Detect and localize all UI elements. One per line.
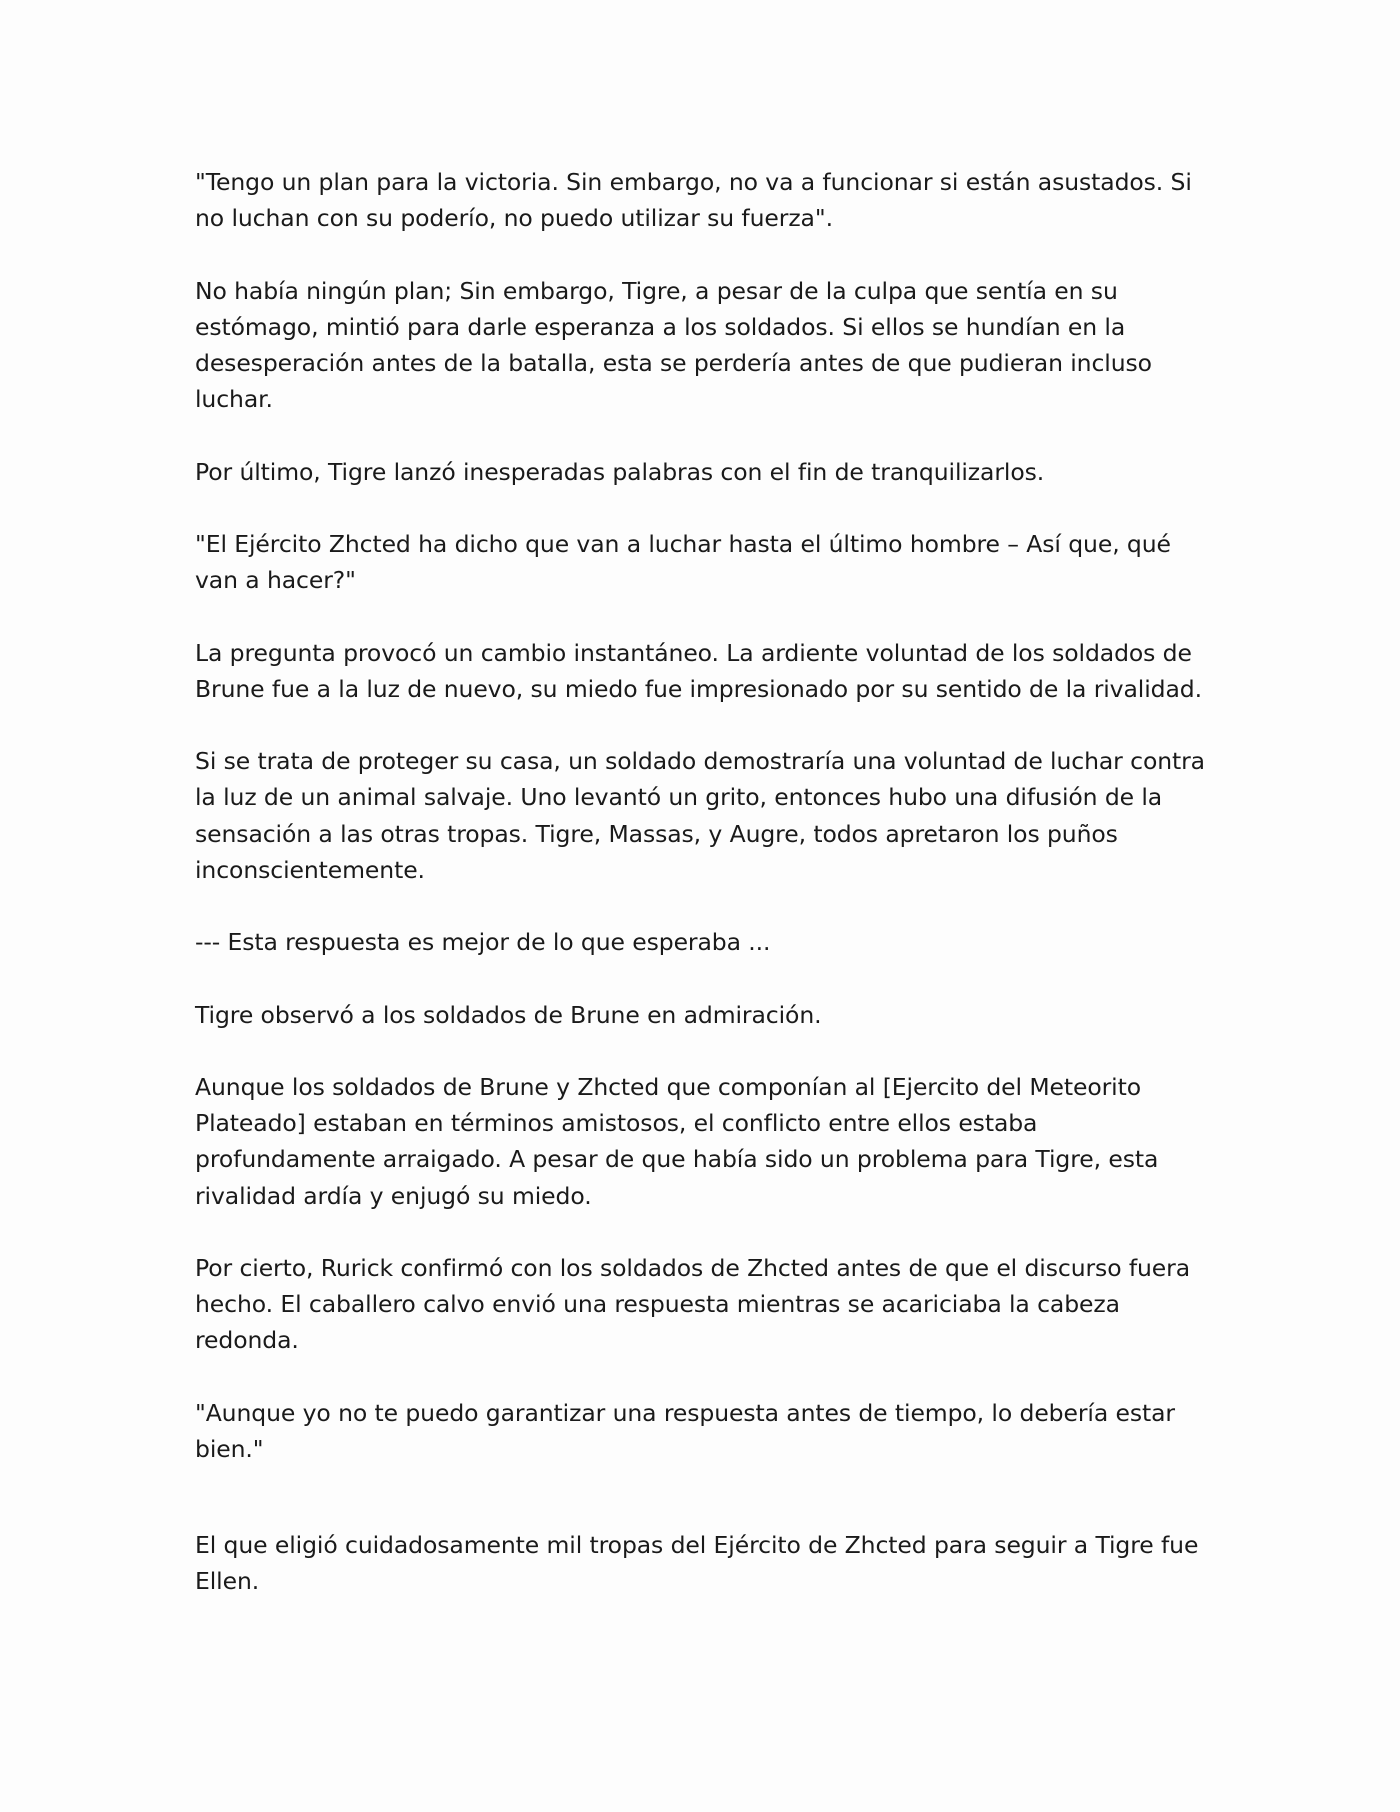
paragraph: La pregunta provocó un cambio instantáneo. La ardiente voluntad de los soldados de Brune fue a la luz de nuevo, su miedo fue impresionado por su sentido de la rivalidad.: [195, 638, 1202, 703]
paragraph: Por último, Tigre lanzó inesperadas palabras con el fin de tranquilizarlos.: [195, 457, 1045, 486]
document-body: [195, 164, 1220, 1636]
paragraph: "Tengo un plan para la victoria. Sin embargo, no va a funcionar si están asustados. Si no luchan con su poderío, no puedo utilizar su fuerza".: [195, 168, 1192, 233]
paragraph: "El Ejército Zhcted ha dicho que van a luchar hasta el último hombre – Así que, qué van a hacer?": [195, 529, 1171, 595]
paragraph: No había ningún plan; Sin embargo, Tigre, a pesar de la culpa que sentía en su estómago, mintió para darle esperanza a los soldados. Si ellos se hundían en la desesperación antes de la batalla, esta se perdería antes de que pudieran incluso luchar.: [195, 276, 1152, 414]
paragraph: El que eligió cuidadosamente mil tropas del Ejército de Zhcted para seguir a Tigre fue Ellen.: [195, 1531, 1199, 1596]
paragraph: Si se trata de proteger su casa, un soldado demostraría una voluntad de luchar contra la luz de un animal salvaje. Uno levantó un grito, entonces hubo una difusión de la sensación a las otras tropas. Tigre, Massas, y Augre, todos apretaron los puños inconscientemente.: [195, 747, 1205, 884]
paragraph: Por cierto, Rurick confirmó con los soldados de Zhcted antes de que el discurso fuera hecho. El caballero calvo envió una respuesta mientras se acariciaba la cabeza redonda.: [195, 1253, 1191, 1355]
paragraph: Aunque los soldados de Brune y Zhcted que componían al [Ejercito del Meteorito Plateado] estaban en términos amistosos, el conflicto entre ellos estaba profundamente arraigado. A pesar de que había sido un problema para Tigre, esta rivalidad ardía y enjugó su miedo.: [195, 1072, 1159, 1210]
paragraph: Tigre observó a los soldados de Brune en admiración.: [195, 1000, 822, 1029]
paragraph: --- Esta respuesta es mejor de lo que esperaba ...: [195, 928, 771, 957]
paragraph: "Aunque yo no te puedo garantizar una respuesta antes de tiempo, lo debería estar bien.": [195, 1398, 1175, 1463]
